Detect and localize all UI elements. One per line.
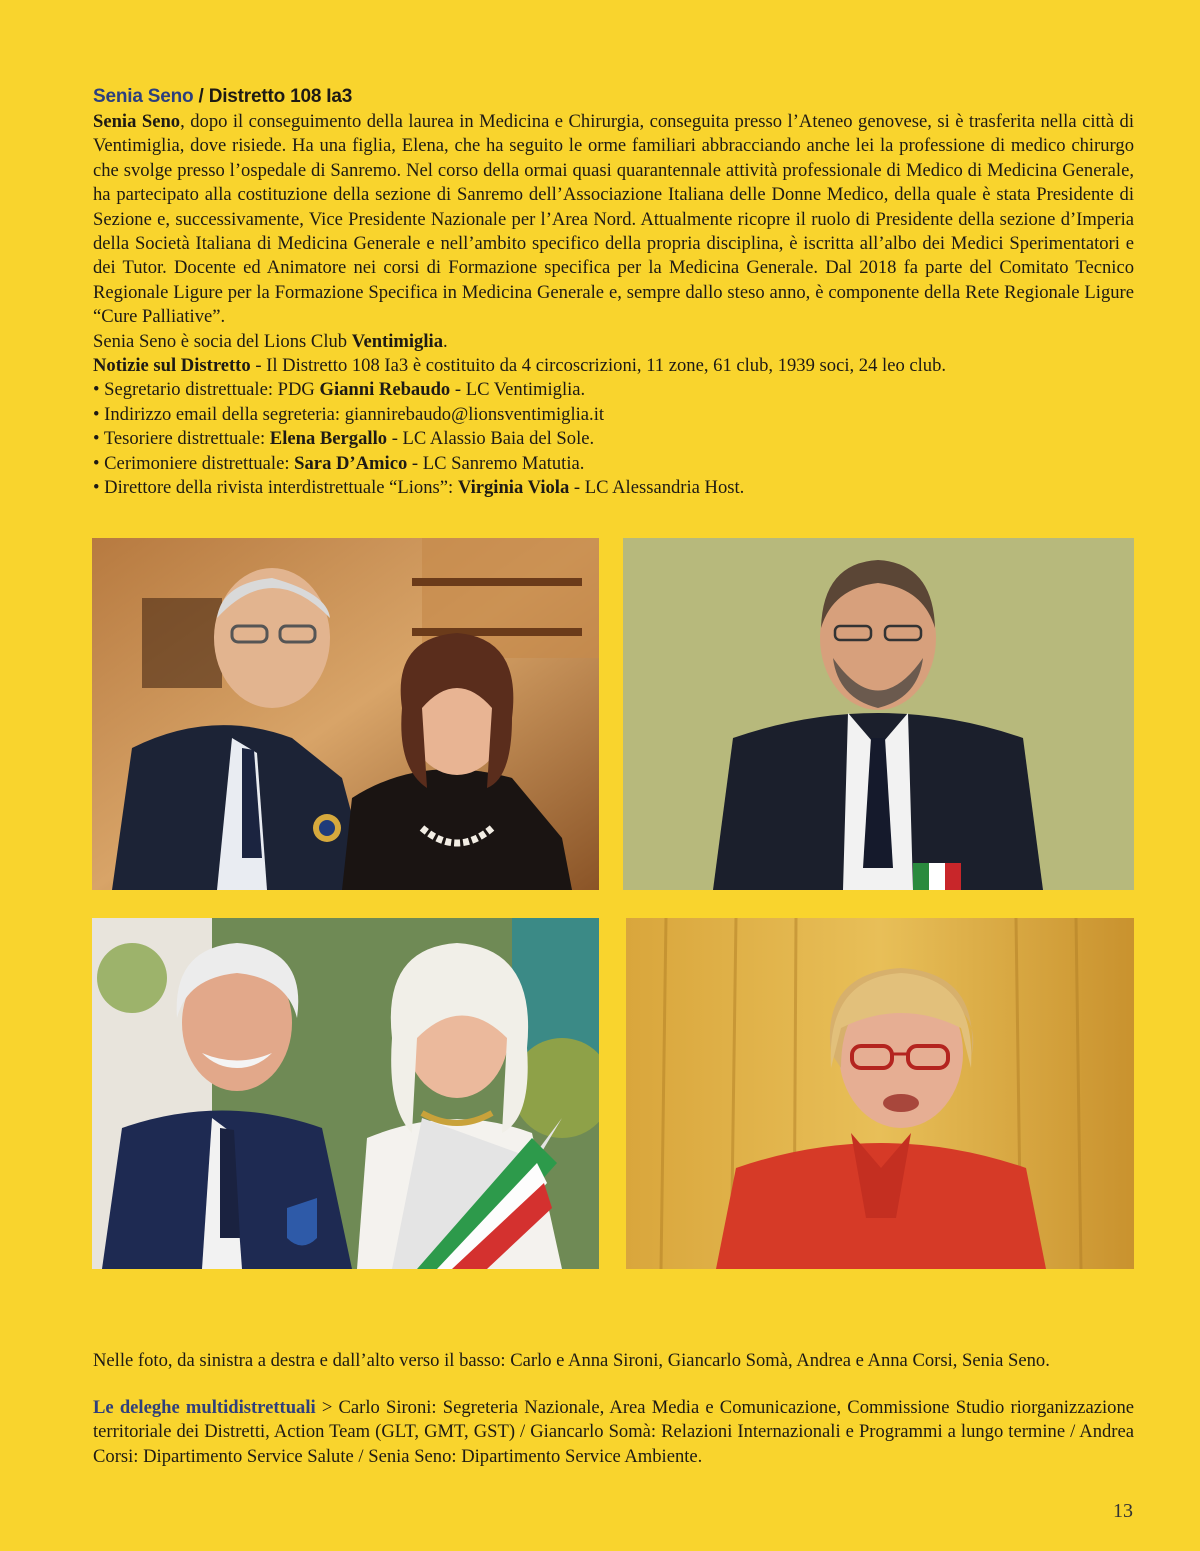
officer-line xyxy=(93,403,1134,427)
heading-separator: / xyxy=(193,86,209,107)
article-heading xyxy=(93,84,1134,110)
photo-giancarlo-soma xyxy=(623,538,1134,890)
photo-carlo-anna-sironi xyxy=(92,538,599,890)
heading-name: Senia Seno xyxy=(93,86,194,107)
officer-line xyxy=(93,452,1134,476)
district-news-text: - Il Distretto 108 Ia3 è costituito da 4 circoscrizioni, 11 zone, 61 club, 1939 soci, 24 leo club. xyxy=(250,355,947,377)
officer-suffix: - LC Ventimiglia. xyxy=(450,379,586,401)
officer-prefix: • Segretario distrettuale: PDG xyxy=(93,379,320,401)
club-name: Ventimiglia xyxy=(351,330,443,352)
photo-senia-seno xyxy=(626,918,1134,1269)
article-text xyxy=(93,84,1134,501)
officer-name: Virginia Viola xyxy=(457,477,570,499)
officer-prefix: • Cerimoniere distrettuale: xyxy=(93,452,295,474)
deleghe-paragraph xyxy=(93,1396,1134,1469)
club-end: . xyxy=(443,330,448,352)
officer-name: Elena Bergallo xyxy=(269,428,388,450)
officer-line xyxy=(93,476,1134,500)
district-news-line xyxy=(93,354,1134,378)
deleghe-label: Le deleghe multidistrettuali xyxy=(93,1397,316,1418)
officer-prefix: • Direttore della rivista interdistrettuale “Lions”: xyxy=(93,477,458,499)
photo-caption: Nelle foto, da sinistra a destra e dall’alto verso il basso: Carlo e Anna Sironi, Giancarlo Somà, Andrea e Anna Corsi, Senia Seno. xyxy=(93,1350,1050,1371)
officer-suffix: - LC Alassio Baia del Sole. xyxy=(387,428,595,450)
page-number: 13 xyxy=(1113,1500,1133,1522)
bio-lead: Senia Seno xyxy=(93,111,181,132)
bio-text: , dopo il conseguimento della laurea in Medicina e Chirurgia, conseguita presso l’Ateneo genovese, si è trasferita nella città di Ventimiglia, dove risiede. Ha una figlia, Elena, che ha seguito le orme familiari abbracciando anche lei la professione di medico chirurgo che svolge presso l’ospedale di Sanremo. Nel corso della ormai quasi quarantennale attività professionale di Medico di Medicina Generale, ha partecipato alla costituzione della sezione di Sanremo dell’Associazione Italiana delle Donne Medico, della quale è stata Presidente di Sezione e, successivamente, Vice Presidente Nazionale per l’Area Nord. Attualmente ricopre il ruolo di Presidente della sezione d’Imperia della Società Italiana di Medicina Generale e nell’ambito specifico della propria disciplina, è iscritta all’albo dei Medici Sperimentatori e dei Tutor. Docente ed Animatore nei corsi di Formazione specifica per la Medicina Generale. Dal 2018 fa parte del Comitato Tecnico Regionale Ligure per la Formazione Specifica in Medicina Generale e, sempre dallo steso anno, è componente della Rete Regionale Ligure “Cure Palliative”. xyxy=(93,111,1135,328)
officer-prefix: • Tesoriere distrettuale: xyxy=(93,428,270,450)
officer-prefix: • Indirizzo email della segreteria: giannirebaudo@lionsventimiglia.it xyxy=(93,403,605,425)
officer-suffix: - LC Sanremo Matutia. xyxy=(407,452,585,474)
officer-suffix: - LC Alessandria Host. xyxy=(569,477,745,499)
club-text: Senia Seno è socia del Lions Club xyxy=(93,330,352,352)
club-line xyxy=(93,330,1134,354)
officer-line xyxy=(93,378,1134,402)
officer-name: Sara D’Amico xyxy=(294,452,408,474)
district-news-label: Notizie sul Distretto xyxy=(93,355,251,377)
officer-name: Gianni Rebaudo xyxy=(319,379,451,401)
deleghe-text: > Carlo Sironi: Segreteria Nazionale, Area Media e Comunicazione, Commissione Studio riorganizzazione territoriale dei Distretti, Action Team (GLT, GMT, GST) / Giancarlo Somà: Relazioni Internazionali e Programmi a lungo termine / Andrea Corsi: Dipartimento Service Salute / Senia Seno: Dipartimento Service Ambiente. xyxy=(93,1397,1134,1467)
photo-andrea-anna-corsi xyxy=(92,918,599,1269)
officer-line xyxy=(93,427,1134,451)
bio-paragraph xyxy=(93,110,1134,330)
heading-district: Distretto 108 Ia3 xyxy=(208,86,353,107)
